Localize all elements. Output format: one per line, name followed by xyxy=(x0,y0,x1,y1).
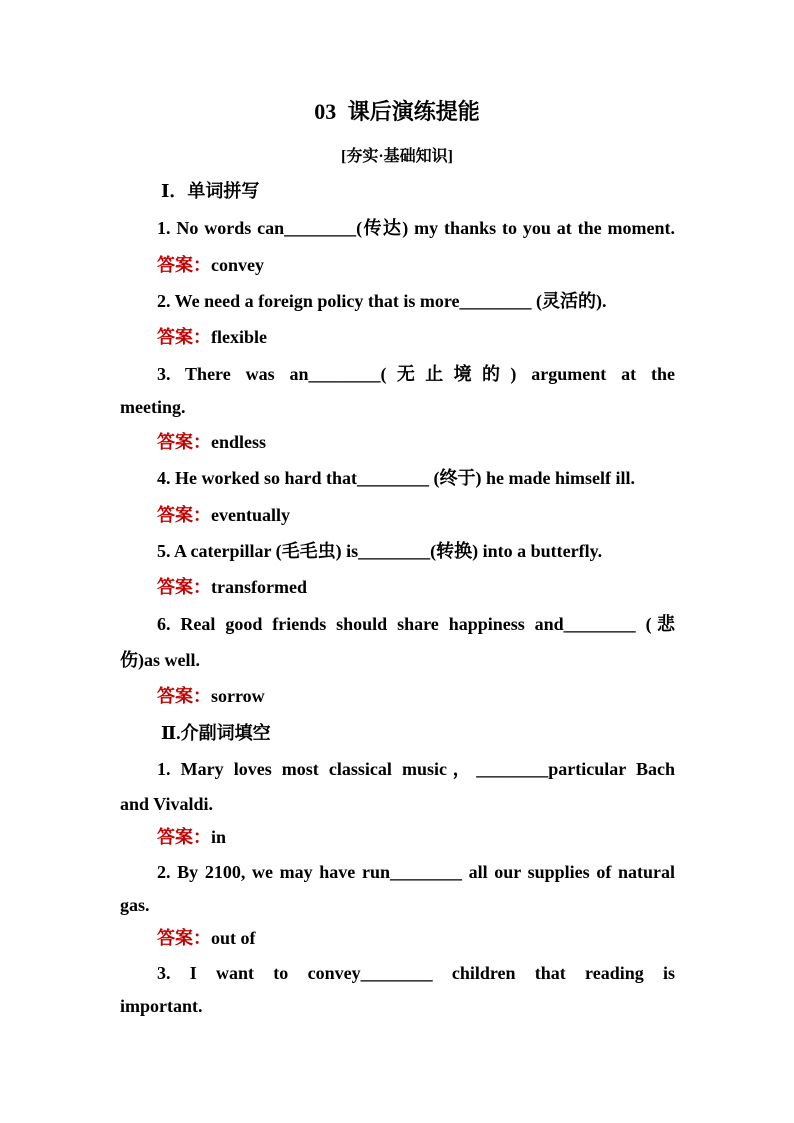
answer-label: 答案： xyxy=(157,928,211,948)
answer-row xyxy=(157,326,267,348)
question-2-3: 3. I want to convey________ children that reading is xyxy=(157,963,675,983)
question-2-2: 2. By 2100, we may have run________ all our supplies of natural xyxy=(157,862,675,882)
question-2-3-continued: important. xyxy=(120,996,203,1016)
answer-label: 答案： xyxy=(157,432,211,452)
section-heading-1: Ⅰ．单词拼写 xyxy=(161,181,260,201)
answer-text: out of xyxy=(211,928,256,948)
page-title: 03 课后演练提能 xyxy=(314,99,480,124)
question-1-4: 4. He worked so hard that________ (终于) he made himself ill. xyxy=(157,468,635,488)
question-2-1: 1. Mary loves most classical music，________particular Bach xyxy=(157,759,675,779)
question-1-6-continued: 伤)as well. xyxy=(120,650,200,670)
answer-row xyxy=(157,927,256,949)
answer-text: flexible xyxy=(211,327,267,347)
answer-label: 答案： xyxy=(157,255,211,275)
answer-label: 答案： xyxy=(157,577,211,597)
answer-text: convey xyxy=(211,255,264,275)
answer-label: 答案： xyxy=(157,827,211,847)
page-subtitle: [夯实·基础知识] xyxy=(341,148,453,165)
answer-text: eventually xyxy=(211,505,290,525)
question-1-3: 3. There was an________(无止境的) argument at the xyxy=(157,364,675,384)
answer-label: 答案： xyxy=(157,505,211,525)
answer-row xyxy=(157,254,264,276)
question-1-1: 1. No words can________(传达) my thanks to you at the moment. xyxy=(157,218,675,238)
answer-text: endless xyxy=(211,432,267,452)
answer-row xyxy=(157,826,226,848)
answer-text: sorrow xyxy=(211,686,265,706)
question-1-6: 6. Real good friends should share happiness and________ (悲 xyxy=(157,614,675,634)
answer-text: transformed xyxy=(211,577,307,597)
question-2-1-continued: and Vivaldi. xyxy=(120,794,214,814)
question-1-5: 5. A caterpillar (毛毛虫) is________(转换) into a butterfly. xyxy=(157,541,603,561)
question-2-2-continued: gas. xyxy=(120,895,150,915)
answer-label: 答案： xyxy=(157,686,211,706)
answer-row xyxy=(157,431,266,453)
answer-row xyxy=(157,685,265,707)
answer-label: 答案： xyxy=(157,327,211,347)
answer-row xyxy=(157,504,290,526)
answer-row xyxy=(157,576,307,598)
section-heading-2: Ⅱ.介副词填空 xyxy=(161,723,271,743)
answer-text: in xyxy=(211,827,227,847)
question-1-2: 2. We need a foreign policy that is more________ (灵活的). xyxy=(157,291,607,311)
question-1-3-continued: meeting. xyxy=(120,397,186,417)
